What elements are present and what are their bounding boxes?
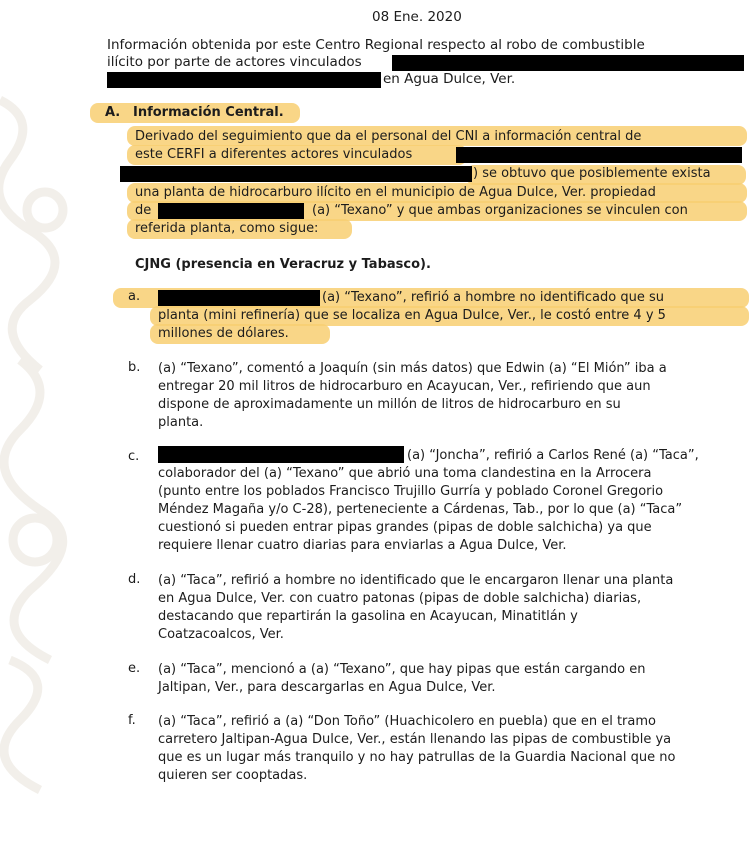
item-line: en Agua Dulce, Ver. con cuatro patonas (pipas de doble salchicha) diarias,: [158, 591, 642, 606]
redaction-bar: [158, 203, 304, 219]
group-heading: CJNG (presencia en Veracruz y Tabasco).: [135, 257, 431, 272]
item-label: d.: [128, 572, 141, 587]
redaction-bar: [107, 72, 381, 88]
item-line: Coatzacoalcos, Ver.: [158, 627, 284, 642]
intro-line-3: en Agua Dulce, Ver.: [383, 71, 516, 87]
central-line-5a: de: [135, 203, 152, 218]
item-line: Jaltipan, Ver., para descargarlas en Agua Dulce, Ver.: [158, 680, 496, 695]
central-line-6: referida planta, como sigue:: [135, 221, 319, 236]
central-line-4: una planta de hidrocarburo ilícito en el municipio de Agua Dulce, Ver. propiedad: [135, 185, 656, 200]
item-line: dispone de aproximadamente un millón de litros de hidrocarburo en su: [158, 397, 621, 412]
central-line-3: ) se obtuvo que posiblemente exista: [473, 166, 711, 181]
watermark-pattern-icon: [0, 60, 80, 850]
item-line: (a) “Joncha”, refirió a Carlos René (a) “Taca”,: [407, 448, 699, 463]
section-letter: A.: [105, 105, 121, 120]
item-line: que es un lugar más tranquilo y no hay patrullas de la Guardia Nacional que no: [158, 750, 676, 765]
item-line: (a) “Taca”, refirió a hombre no identificado que le encargaron llenar una planta: [158, 573, 674, 588]
item-line: destacando que repartirán la gasolina en Acayucan, Minatitlán y: [158, 609, 578, 624]
intro-line-1: Información obtenida por este Centro Regional respecto al robo de combustible: [107, 37, 645, 53]
item-line: Méndez Magaña y/o C-28), perteneciente a Cárdenas, Tab., por lo que (a) “Taca”: [158, 502, 683, 517]
redaction-bar: [158, 290, 320, 306]
section-title: Información Central.: [133, 105, 284, 120]
document-date: 08 Ene. 2020: [372, 9, 462, 25]
item-label: a.: [128, 289, 141, 304]
item-line: entregar 20 mil litros de hidrocarburo en Acayucan, Ver., refiriendo que aun: [158, 379, 651, 394]
item-line: planta (mini refinería) que se localiza en Agua Dulce, Ver., le costó entre 4 y 5: [158, 308, 666, 323]
item-line: cuestionó si pueden entrar pipas grandes (pipas de doble salchicha) ya que: [158, 520, 652, 535]
redaction-bar: [392, 55, 744, 71]
item-line: requiere llenar cuatro diarias para enviarlas a Agua Dulce, Ver.: [158, 538, 567, 553]
redaction-bar: [456, 147, 742, 163]
item-line: (a) “Taca”, refirió a (a) “Don Toño” (Huachicolero en puebla) que en el tramo: [158, 714, 656, 729]
item-line: carretero Jaltipan-Agua Dulce, Ver., están llenando las pipas de combustible ya: [158, 732, 672, 747]
item-line: (a) “Texano”, refirió a hombre no identificado que su: [322, 290, 664, 305]
central-line-1: Derivado del seguimiento que da el personal del CNI a información central de: [135, 129, 642, 144]
central-line-2: este CERFI a diferentes actores vinculados: [135, 147, 413, 162]
item-line: planta.: [158, 415, 204, 430]
item-label: b.: [128, 360, 141, 375]
intro-line-2: ilícito por parte de actores vinculados: [107, 54, 362, 70]
redaction-bar: [120, 166, 472, 182]
central-line-5b: (a) “Texano” y que ambas organizaciones se vinculen con: [312, 203, 688, 218]
item-line: quieren ser cooptadas.: [158, 768, 308, 783]
item-label: c.: [128, 449, 140, 464]
item-label: e.: [128, 661, 141, 676]
item-line: (punto entre los poblados Francisco Trujillo Gurría y poblado Coronel Gregorio: [158, 484, 664, 499]
redaction-bar: [158, 446, 404, 463]
item-line: (a) “Taca”, mencionó a (a) “Texano”, que hay pipas que están cargando en: [158, 662, 646, 677]
item-line: millones de dólares.: [158, 326, 289, 341]
item-label: f.: [128, 713, 136, 728]
item-line: (a) “Texano”, comentó a Joaquín (sin más datos) que Edwin (a) “El Mión” iba a: [158, 361, 667, 376]
item-line: colaborador del (a) “Texano” que abrió una toma clandestina en la Arrocera: [158, 466, 652, 481]
